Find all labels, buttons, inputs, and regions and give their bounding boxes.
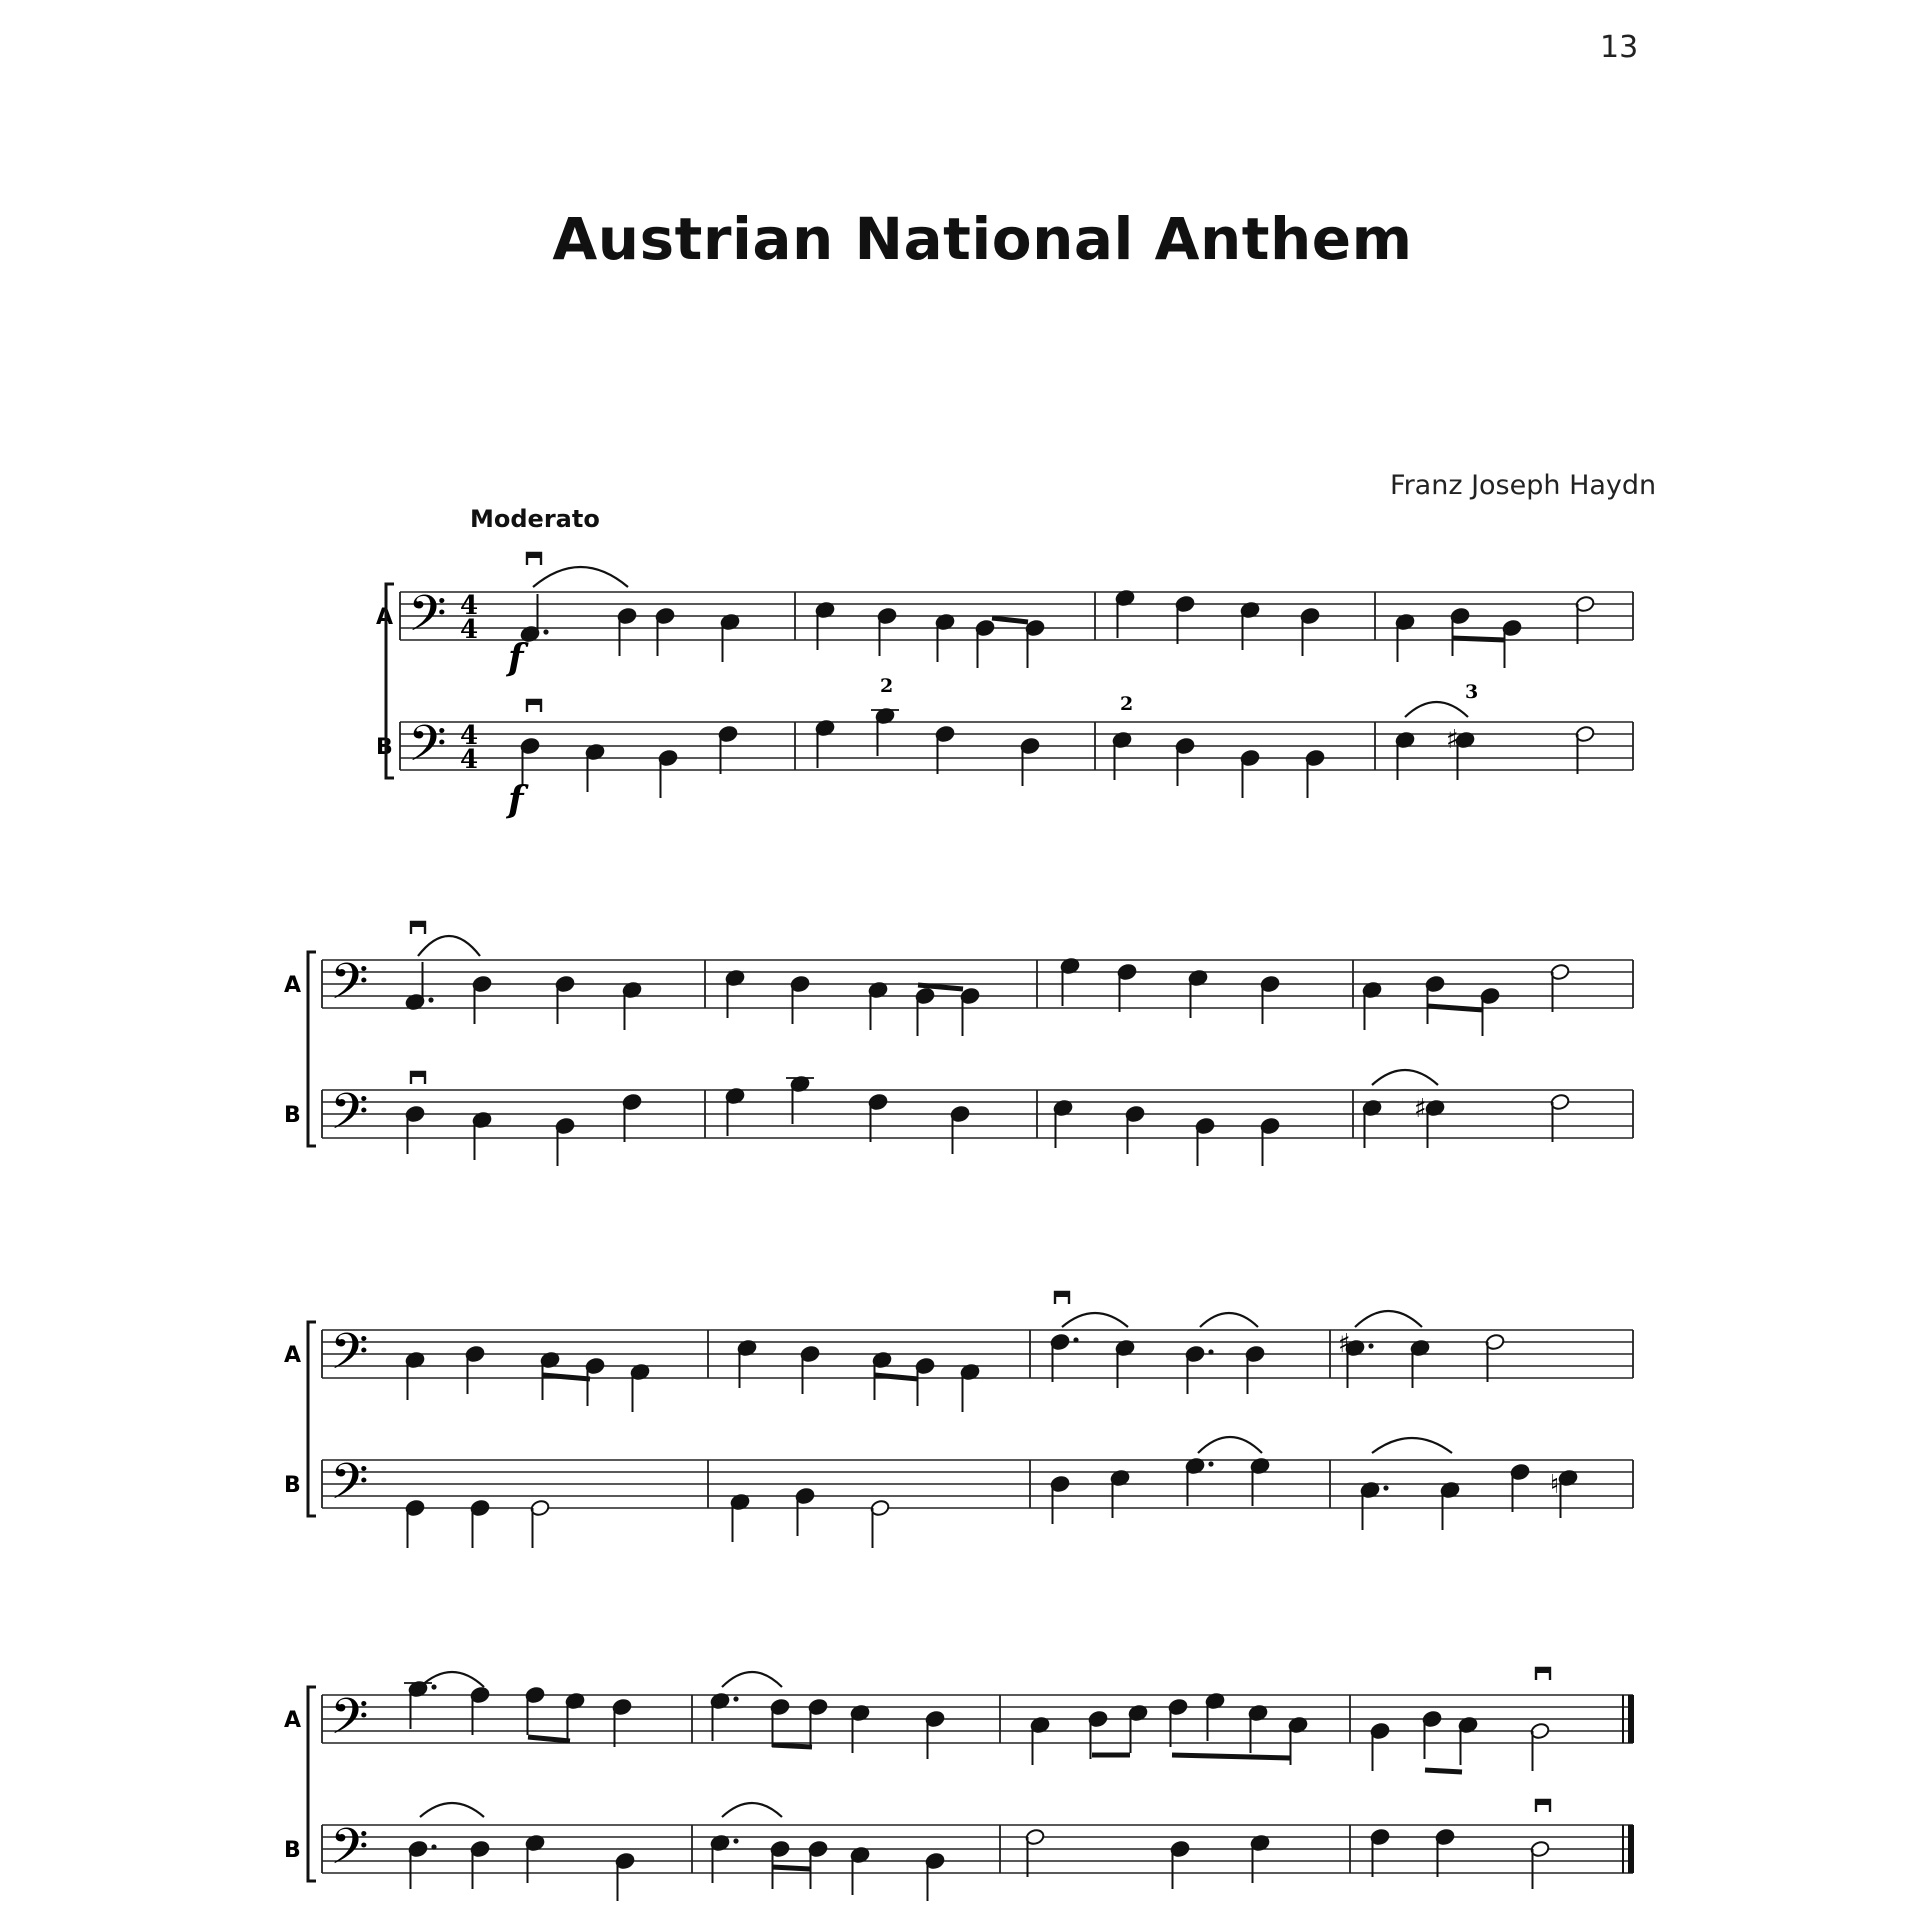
slur [533,567,628,587]
slur [420,1803,484,1817]
note [1260,975,1280,1024]
bass-clef-icon: 𝄢 [330,953,369,1023]
note [404,1680,437,1729]
note [405,962,434,1011]
note [1168,1698,1188,1747]
note [1425,975,1445,1024]
beam [1452,638,1505,640]
note [1300,607,1320,656]
part-label-a: A [284,973,302,998]
beam [772,1867,810,1869]
note [1395,613,1415,662]
note [470,1499,490,1548]
part-label-b: B [376,735,393,760]
note [585,1357,605,1406]
note [960,1363,980,1412]
note [770,1840,790,1889]
slur [722,1803,782,1817]
note [786,1075,814,1124]
note [1458,1716,1478,1765]
beam [1425,1770,1462,1772]
part-label-a: A [376,605,394,630]
bass-clef-icon: 𝄢 [408,715,447,785]
note [1205,1692,1225,1741]
note [815,719,835,768]
note [470,1686,490,1735]
beam [992,618,1028,622]
system-1 [376,584,1633,798]
note [1050,1475,1070,1524]
part-label-a: A [284,1343,302,1368]
note [1050,1333,1079,1382]
augmentation-dot [431,1684,436,1689]
note [868,981,888,1030]
note [525,1834,545,1883]
staff-b [376,715,1633,785]
augmentation-dot [431,1844,436,1849]
note [520,594,549,643]
note [770,1698,790,1747]
bass-clef-icon: 𝄢 [330,1818,369,1888]
slur [1372,1438,1452,1453]
note [1240,601,1260,650]
note [710,1692,739,1741]
system-bracket [308,1687,316,1881]
note [1128,1704,1148,1753]
note [470,1840,490,1889]
note [730,1493,750,1542]
system-bracket [308,952,316,1146]
note [405,1351,425,1400]
sharp-icon: ♯ [1446,725,1459,755]
note [1530,1840,1550,1889]
note [1510,1463,1530,1512]
fingering: 2 [880,675,894,697]
composer-credit: Franz Joseph Haydn [1390,470,1657,501]
note [1422,1710,1442,1759]
slur [420,1672,484,1687]
note [1175,737,1195,786]
note [935,725,955,774]
note [1410,1339,1430,1388]
note [1030,1716,1050,1765]
system-4 [284,1680,1633,1901]
beam [1428,1006,1483,1010]
down-bow-bar [411,1072,425,1077]
systems [284,553,1633,1901]
note [1025,1828,1045,1877]
note [1240,749,1260,798]
time-signature-top: 4 [460,591,479,621]
note [925,1852,945,1901]
down-bow-bar [527,700,541,705]
note [555,975,575,1024]
augmentation-dot [1383,1485,1388,1490]
beam [1172,1755,1290,1758]
beam [528,1737,570,1741]
note [815,601,835,650]
note [617,607,637,656]
note [1450,607,1470,656]
note [800,1345,820,1394]
bass-clef-icon: 𝄢 [330,1453,369,1523]
note [1195,1117,1215,1166]
time-signature-top: 4 [460,721,479,751]
down-bow-bar [1536,1668,1550,1673]
note [1575,725,1595,774]
fingering: 2 [1120,693,1134,715]
note [405,1105,425,1154]
augmentation-dot [543,629,548,634]
note [555,1117,575,1166]
note [655,607,675,656]
note [877,607,897,656]
note [1060,957,1080,1006]
note [622,1093,642,1142]
note [1250,1457,1270,1506]
note [465,1345,485,1394]
note [935,613,955,662]
note [1188,969,1208,1018]
down-bow-bar [1536,1800,1550,1805]
note [1370,1828,1390,1877]
note [1425,1099,1445,1148]
note [658,749,678,798]
slur [722,1672,782,1687]
bass-clef-icon: 𝄢 [330,1323,369,1393]
time-signature-bottom: 4 [460,745,479,775]
note [1088,1710,1108,1759]
natural-icon: ♮ [1550,1470,1560,1500]
time-signature-bottom: 4 [460,615,479,645]
note [871,707,899,756]
note [795,1487,815,1536]
note [737,1339,757,1388]
note [950,1105,970,1154]
note [622,981,642,1030]
note [725,969,745,1018]
note [1185,1345,1214,1394]
note [1485,1333,1505,1382]
augmentation-dot [1368,1343,1373,1348]
note [1288,1716,1308,1765]
note [808,1698,828,1747]
system-3 [284,1322,1633,1548]
augmentation-dot [1208,1461,1213,1466]
note [1575,595,1595,644]
note [1175,595,1195,644]
note [718,725,738,774]
slur [1372,1070,1438,1085]
slur [418,936,480,956]
augmentation-dot [428,997,433,1002]
note [1112,731,1132,780]
augmentation-dot [733,1838,738,1843]
piece-title: Austrian National Anthem [552,205,1413,273]
note [1115,1339,1135,1388]
staff-a [284,1323,1633,1393]
note [1115,589,1135,638]
part-label-b: B [284,1473,301,1498]
note [915,1357,935,1406]
note [975,619,995,668]
note [710,1834,739,1883]
note [1362,1099,1382,1148]
down-bow-bar [527,553,541,558]
note [1025,619,1045,668]
system-bracket [308,1322,316,1516]
note [960,987,980,1036]
note [1110,1469,1130,1518]
note [1360,1481,1389,1530]
dynamic-forte: f [508,779,524,821]
tempo-marking: Moderato [470,505,600,533]
slur [1200,1313,1258,1327]
part-label-a: A [284,1708,302,1733]
augmentation-dot [733,1696,738,1701]
note [915,987,935,1036]
note [1440,1481,1460,1530]
note [405,1499,425,1548]
note [1530,1722,1550,1771]
down-bow-bar [1055,1292,1069,1297]
note [925,1710,945,1759]
note [1435,1828,1455,1877]
note [850,1846,870,1895]
note [585,743,605,792]
note [1550,1093,1570,1142]
augmentation-dot [1208,1349,1213,1354]
note [1053,1099,1073,1148]
slur [1198,1437,1262,1453]
fingering: 3 [1465,681,1479,703]
note [1170,1840,1190,1889]
part-label-b: B [284,1103,301,1128]
note [870,1499,890,1548]
part-label-b: B [284,1838,301,1863]
note [1185,1457,1214,1506]
bass-clef-icon: 𝄢 [330,1083,369,1153]
sharp-icon: ♯ [1414,1094,1427,1124]
bass-clef-icon: 𝄢 [408,585,447,655]
note [1250,1834,1270,1883]
dynamic-forte: f [508,637,524,679]
note [1245,1345,1265,1394]
note [1395,731,1415,780]
beam [772,1745,812,1747]
page-number: 13 [1600,30,1639,65]
slur [1355,1311,1422,1327]
note [1502,619,1522,668]
note [1125,1105,1145,1154]
note [725,1087,745,1136]
note [1260,1117,1280,1166]
note [1305,749,1325,798]
note [1362,981,1382,1030]
bass-clef-icon: 𝄢 [330,1688,369,1758]
note [615,1852,635,1901]
slur [1062,1313,1128,1327]
note [472,975,492,1024]
system-2 [284,952,1633,1166]
note [1550,963,1570,1012]
down-bow-bar [411,922,425,927]
note [530,1499,550,1548]
note [472,1111,492,1160]
slur [1405,702,1468,717]
note [1117,963,1137,1012]
note [850,1704,870,1753]
sharp-icon: ♯ [1338,1329,1351,1359]
note [1558,1469,1578,1518]
note [868,1093,888,1142]
note [408,1840,437,1889]
note [1370,1722,1390,1771]
note [720,613,740,662]
augmentation-dot [1073,1337,1078,1342]
note [808,1840,828,1889]
note [1020,737,1040,786]
note [565,1692,585,1741]
note [1248,1704,1268,1753]
note [612,1698,632,1747]
note [790,975,810,1024]
note [630,1363,650,1412]
note [525,1686,545,1735]
